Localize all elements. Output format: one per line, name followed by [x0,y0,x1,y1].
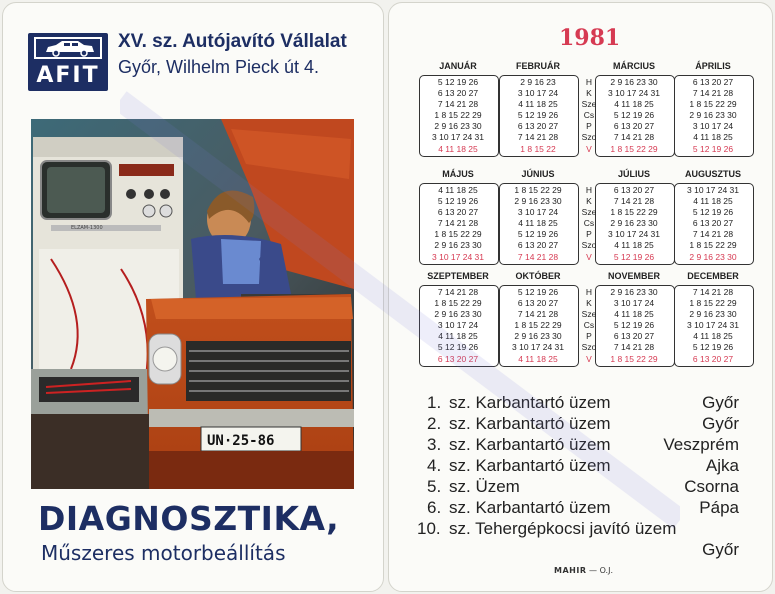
weekday-label: V [586,143,592,154]
weekday-label: Szo [581,132,597,143]
car-icon [34,37,102,59]
weekday-label: K [586,88,592,99]
day-row: 3 10 17 24 [613,298,655,309]
month-name: OKTÓBER [515,271,561,281]
day-row: 3 10 17 24 31 [608,229,660,240]
day-row: 1 8 15 22 29 [514,320,562,331]
day-row: 6 13 20 27 [692,353,734,364]
day-row: 7 14 21 28 [437,218,479,229]
day-row: 4 11 18 25 [438,331,478,342]
day-row: 2 9 16 23 30 [689,110,737,121]
day-row: 2 9 16 23 [520,77,556,87]
day-row: 3 10 17 24 [437,320,479,331]
day-row: 5 12 19 26 [613,110,655,121]
branch-list [417,393,767,562]
day-row: 5 12 19 26 [437,342,479,353]
day-row: 6 13 20 27 [437,207,479,218]
card-subtitle: Műszeres motorbeállítás [41,541,286,565]
day-row: 1 8 15 22 29 [689,298,737,309]
month-days [421,185,495,263]
day-row: 3 10 17 24 31 [432,132,484,143]
month-name: NOVEMBER [607,271,660,281]
month-days [501,77,575,155]
day-row: 2 9 16 23 30 [610,77,658,87]
day-row: 1 8 15 22 29 [434,229,482,240]
day-row: 7 14 21 28 [517,132,559,143]
weekday-label: H [585,287,593,297]
company-block [118,31,378,78]
day-row: 7 14 21 28 [692,229,734,240]
day-row: 5 12 19 26 [517,229,559,240]
day-row: 4 11 18 25 [693,196,733,207]
month-days [597,185,671,263]
day-row: 3 10 17 24 31 [512,342,564,353]
weekday-labels [579,77,599,155]
day-row: 6 13 20 27 [692,218,734,229]
month-name: ÁPRILIS [695,61,731,71]
weekday-label: Szo [581,240,597,251]
day-row: 5 12 19 26 [437,77,479,87]
branch-item: Győr [702,540,739,559]
day-row: 4 11 18 25 [614,99,654,110]
day-row: 5 12 19 26 [517,110,559,121]
day-row: 4 11 18 25 [614,309,654,320]
day-row: 4 11 18 25 [438,143,478,154]
day-row: 1 8 15 22 29 [434,298,482,309]
day-row: 6 13 20 27 [517,298,559,309]
month-days [597,287,671,365]
month-name: DECEMBER [687,271,739,281]
day-row: 3 10 17 24 31 [432,251,484,262]
day-row: 3 10 17 24 31 [687,185,739,195]
weekday-label: Sze [581,309,597,320]
day-row: 3 10 17 24 31 [687,320,739,331]
day-row: 6 13 20 27 [692,77,734,87]
day-row: 4 11 18 25 [438,185,478,195]
day-row: 2 9 16 23 30 [610,287,658,297]
month-days [676,287,750,365]
day-row: 7 14 21 28 [437,99,479,110]
printer-mark: MAHIR — O.J. [554,566,613,575]
day-row: 7 14 21 28 [613,196,655,207]
branch-item: 5. sz. Üzem Csorna [427,477,739,496]
day-row: 6 13 20 27 [517,121,559,132]
day-row: 2 9 16 23 30 [514,331,562,342]
day-row: 4 11 18 25 [693,132,733,143]
day-row: 1 8 15 22 29 [689,99,737,110]
weekday-label: Cs [583,110,595,121]
weekday-label: K [586,298,592,309]
day-row: 4 11 18 25 [518,218,558,229]
weekday-label: P [586,229,592,240]
license-plate: UN·25-86 [207,433,275,449]
month-days [421,77,495,155]
weekday-label: Sze [581,207,597,218]
day-row: 7 14 21 28 [613,342,655,353]
front-card [2,2,384,592]
month-name: JÚLIUS [617,169,650,179]
weekday-label: Sze [581,99,597,110]
weekday-label: Cs [583,218,595,229]
day-row: 1 8 15 22 29 [610,353,658,364]
afit-logo [28,33,108,91]
branch-item: 10. sz. Tehergépkocsi javító üzem [417,519,677,538]
month-name: AUGUSZTUS [685,169,741,179]
day-row: 2 9 16 23 30 [434,309,482,320]
branch-item: 4. sz. Karbantartó üzem Ajka [427,456,739,475]
company-address: Győr, Wilhelm Pieck út 4. [118,57,320,77]
day-row: 3 10 17 24 [517,207,559,218]
day-row: 7 14 21 28 [692,287,734,297]
month-name: JÚNIUS [521,169,555,179]
day-row: 7 14 21 28 [437,287,479,297]
day-row: 2 9 16 23 30 [514,196,562,207]
month-name: JANUÁR [439,61,477,71]
day-row: 6 13 20 27 [437,88,479,99]
calendar-year: 1981 [559,25,621,51]
day-row: 5 12 19 26 [613,320,655,331]
day-row: 7 14 21 28 [692,88,734,99]
day-row: 2 9 16 23 30 [610,218,658,229]
day-row: 2 9 16 23 30 [689,309,737,320]
day-row: 7 14 21 28 [613,132,655,143]
branch-item: 1. sz. Karbantartó üzem Győr [427,393,739,412]
weekday-label: K [586,196,592,207]
weekday-label: Szo [581,342,597,353]
month-name: FEBRUÁR [516,61,560,71]
month-days [501,185,575,263]
branch-item: 2. sz. Karbantartó üzem Győr [427,414,739,433]
day-row: 6 13 20 27 [613,121,655,132]
day-row: 7 14 21 28 [517,251,559,262]
weekday-labels [579,185,599,263]
day-row: 2 9 16 23 30 [689,251,737,262]
month-name: MÁRCIUS [613,61,655,71]
day-row: 6 13 20 27 [613,331,655,342]
day-row: 6 13 20 27 [437,353,479,364]
month-days [421,287,495,365]
branch-item: 6. sz. Karbantartó üzem Pápa [427,498,739,517]
company-name: XV. sz. Autójavító Vállalat [118,31,347,52]
day-row: 7 14 21 28 [517,309,559,320]
day-row: 1 8 15 22 29 [689,240,737,251]
day-row: 6 13 20 27 [517,240,559,251]
month-days [597,77,671,155]
weekday-label: P [586,121,592,132]
day-row: 1 8 15 22 29 [610,207,658,218]
day-row: 3 10 17 24 [517,88,559,99]
day-row: 5 12 19 26 [613,251,655,262]
month-days [676,185,750,263]
day-row: 4 11 18 25 [614,240,654,251]
weekday-labels [579,287,599,365]
day-row: 3 10 17 24 [692,121,734,132]
weekday-label: V [586,353,592,364]
day-row: 1 8 15 22 29 [610,143,658,154]
month-days [501,287,575,365]
day-row: 5 12 19 26 [692,207,734,218]
device-label: ELZAM-1300 [71,225,103,231]
weekday-label: H [585,185,593,195]
day-row: 6 13 20 27 [613,185,655,195]
day-row: 1 8 15 22 29 [514,185,562,195]
day-row: 4 11 18 25 [518,99,558,110]
mechanic-photo [31,119,354,489]
day-row: 1 8 15 22 [520,143,556,154]
logo-text: AFIT [36,63,100,88]
weekday-label: V [586,251,592,262]
weekday-label: Cs [583,320,595,331]
day-row: 2 9 16 23 30 [434,240,482,251]
weekday-label: P [586,331,592,342]
card-title: DIAGNOSZTIKA, [38,499,340,538]
day-row: 4 11 18 25 [693,331,733,342]
branch-item: 3. sz. Karbantartó üzem Veszprém [427,435,739,454]
day-row: 5 12 19 26 [692,143,734,154]
day-row: 5 12 19 26 [437,196,479,207]
day-row: 3 10 17 24 31 [608,88,660,99]
day-row: 1 8 15 22 29 [434,110,482,121]
month-name: MÁJUS [442,169,474,179]
day-row: 2 9 16 23 30 [434,121,482,132]
month-days [676,77,750,155]
month-name: SZEPTEMBER [427,271,489,281]
calendar-card [388,2,773,592]
weekday-label: H [585,77,593,87]
day-row: 5 12 19 26 [517,287,559,297]
day-row: 4 11 18 25 [518,353,558,364]
day-row: 5 12 19 26 [692,342,734,353]
